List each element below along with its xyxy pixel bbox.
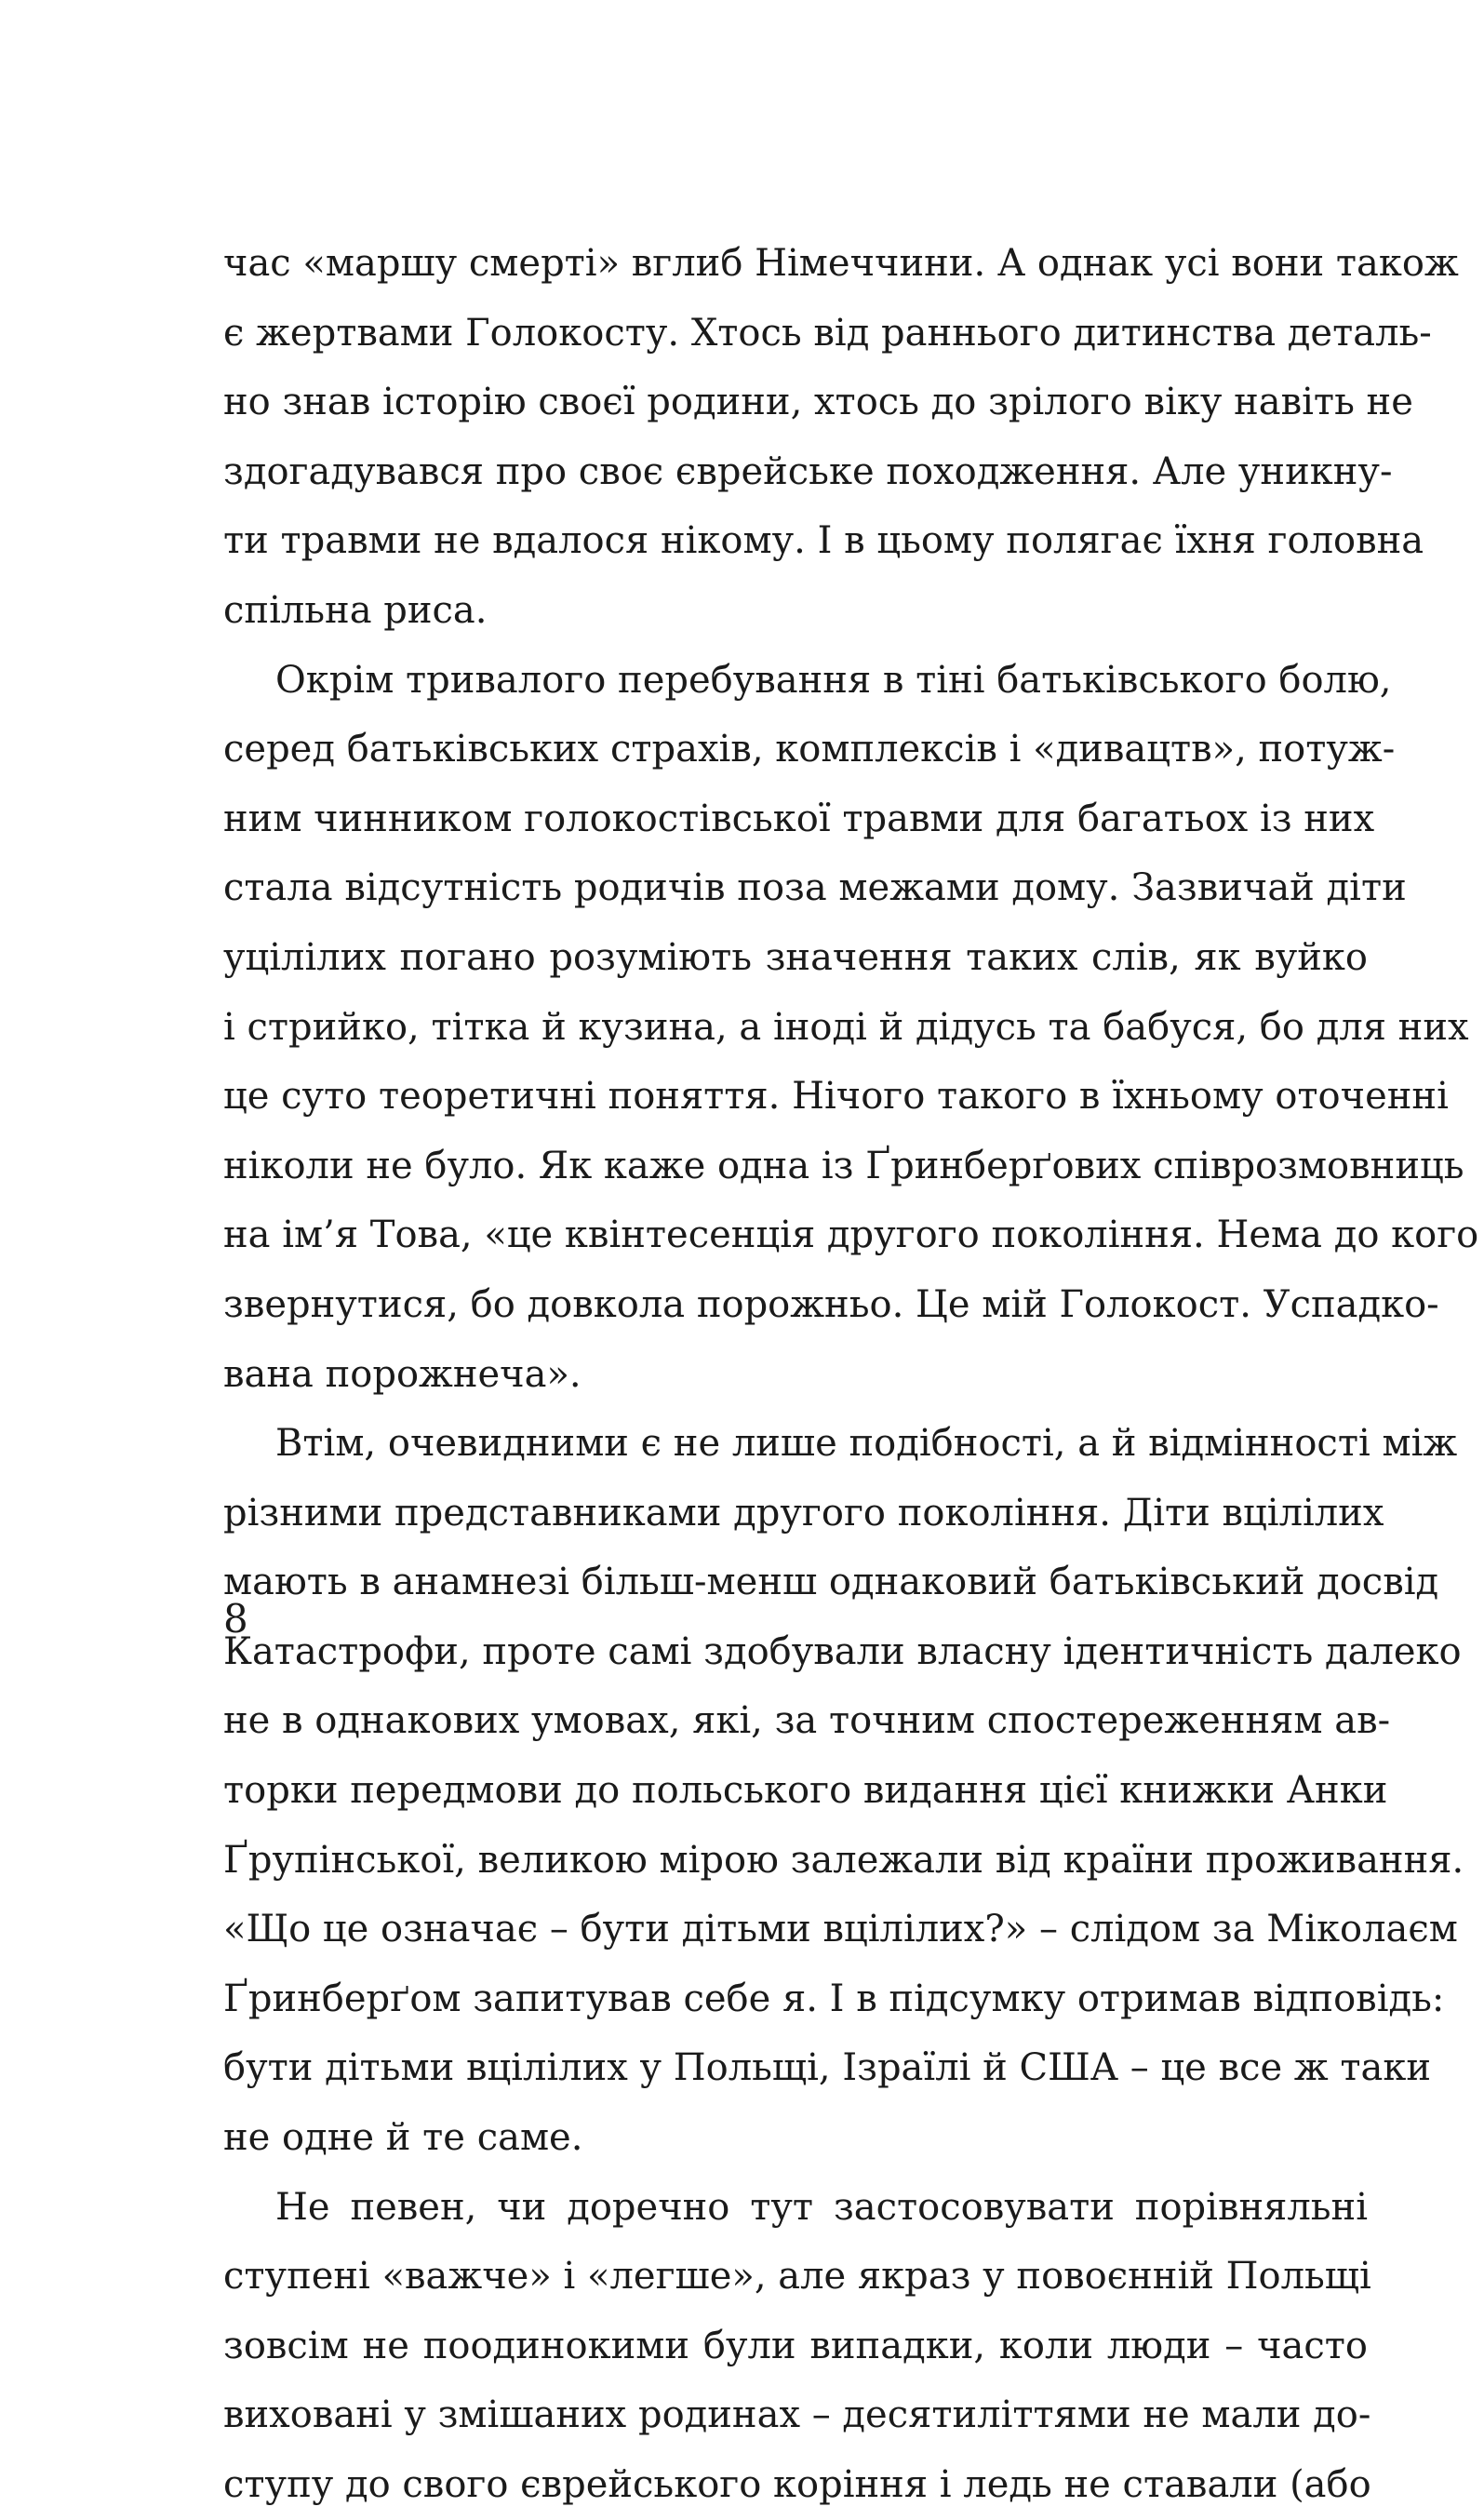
paragraph — [223, 1409, 1464, 2173]
text-line: час «маршу смерті» вглиб Німеччини. А однак усі вони також — [223, 242, 1459, 285]
text-line: спільна риса. — [223, 588, 488, 632]
text-line: Ґрупінської, великою мірою залежали від країни проживання. — [223, 1838, 1464, 1882]
paragraph — [223, 229, 1459, 646]
text-line: Не певен, чи доречно тут застосовувати порівняльні — [275, 2185, 1368, 2229]
text-line: торки передмови до польського видання цієї книжки Анки — [223, 1769, 1388, 1813]
text-line: Ґринберґом запитував себе я. І в підсумку отримав відповідь: — [223, 1977, 1445, 2020]
text-line: виховані у змішаних родинах – десятиліттями не мали до- — [223, 2393, 1371, 2437]
text-line: різними представниками другого покоління. Діти вцілілих — [223, 1491, 1384, 1535]
text-line: мають в анамнезі більш-менш однаковий батьківський досвід — [223, 1561, 1439, 1604]
text-line: «Що це означає – бути дітьми вцілілих?» – слідом за Міколаєм — [223, 1908, 1458, 1951]
text-line: на ім’я Това, «це квінтесенція другого покоління. Нема до кого — [223, 1213, 1479, 1257]
text-line: ступу до свого єврейського коріння і ледь не ставали (або — [223, 2463, 1371, 2506]
text-line: ти травми не вдалося нікому. І в цьому полягає їхня головна — [223, 519, 1424, 563]
body-text — [223, 229, 1479, 2520]
text-line: Втім, очевидними є не лише подібності, а й відмінності між — [275, 1422, 1458, 1466]
text-line: но знав історію своєї родини, хтось до зрілого віку навіть не — [223, 381, 1413, 424]
text-line: уцілілих погано розуміють значення таких слів, як вуйко — [223, 935, 1368, 979]
text-line: ним чинником голокостівської травми для багатьох із них — [223, 797, 1375, 840]
paragraph — [223, 646, 1479, 1410]
text-line: звернутися, бо довкола порожньо. Це мій Голокост. Успадко- — [223, 1282, 1439, 1326]
text-line: це суто теоретичні поняття. Нічого такого в їхньому оточенні — [223, 1075, 1449, 1119]
text-line: бути дітьми вцілілих у Польщі, Ізраїлі й США – це все ж таки — [223, 2046, 1432, 2090]
text-line: ступені «важче» і «легше», але якраз у повоєнній Польщі — [223, 2255, 1371, 2299]
text-line: Катастрофи, проте самі здобували власну ідентичність далеко — [223, 1629, 1462, 1673]
text-line: є жертвами Голокосту. Хтось від раннього дитинства деталь- — [223, 311, 1432, 355]
text-line: Окрім тривалого перебування в тіні батьківського болю, — [275, 658, 1392, 702]
text-line: не одне й те саме. — [223, 2116, 583, 2160]
text-line: вана порожнеча». — [223, 1352, 582, 1396]
text-line: ніколи не було. Як каже одна із Ґринберґових співрозмовниць — [223, 1144, 1464, 1187]
text-line: не в однакових умовах, які, за точним спостереженням ав- — [223, 1699, 1391, 1743]
text-line: і стрийко, тітка й кузина, а іноді й дідусь та бабуся, бо для них — [223, 1005, 1469, 1049]
text-line: здогадувався про своє єврейське походження. Але уникну- — [223, 449, 1393, 493]
page-number: 8 — [223, 1596, 248, 1642]
paragraph — [223, 2173, 1371, 2520]
text-line: стала відсутність родичів поза межами дому. Зазвичай діти — [223, 866, 1407, 910]
text-line: серед батьківських страхів, комплексів і «дивацтв», потуж- — [223, 728, 1396, 771]
text-line: зовсім не поодинокими були випадки, коли люди – часто — [223, 2324, 1368, 2367]
